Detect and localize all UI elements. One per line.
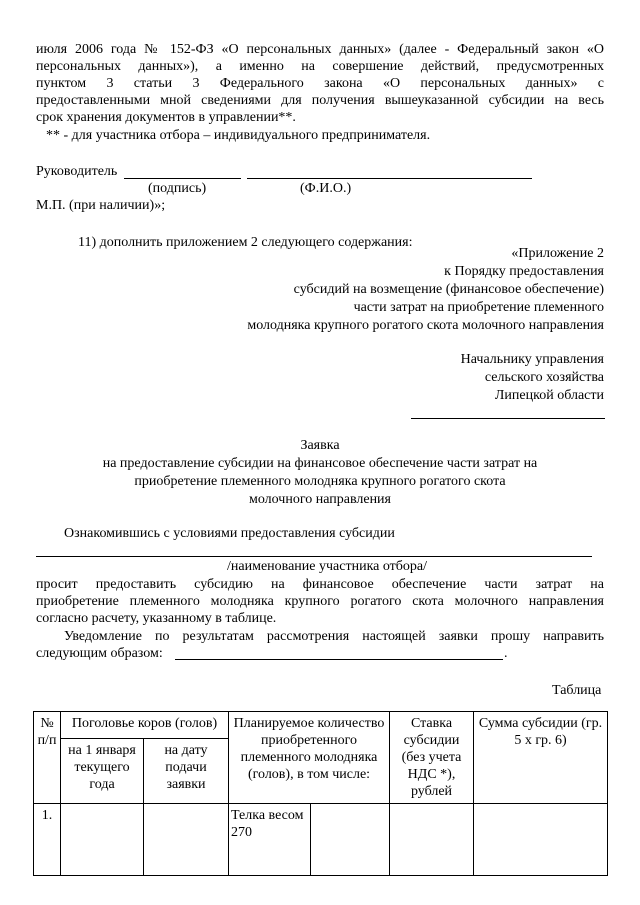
notice-line: следующим образом: xyxy=(36,646,163,661)
intro-line: срок хранения документов в управлении**. xyxy=(36,110,296,125)
addressee-line: Начальнику управления xyxy=(460,352,604,367)
fio-caption: (Ф.И.О.) xyxy=(300,181,352,196)
intro-line: июля 2006 года № 152-ФЗ «О персональных данных» (далее - Федеральный закон «О xyxy=(36,42,604,57)
sign-caption: (подпись) xyxy=(148,181,207,196)
col-header-date: на дату подачи заявки xyxy=(144,738,229,803)
addressee-line: Липецкой области xyxy=(494,388,604,403)
application-subtitle: на предоставление субсидии на финансовое обеспечение части затрат на xyxy=(102,456,538,471)
appendix-line: к Порядку предоставления xyxy=(444,264,604,279)
intro-line: пунктом 3 статьи 3 Федерального закона «О персональных данных» с xyxy=(36,76,604,91)
col-header-planned: Планируемое количество приобретенного племенного молодняка (голов), в том числе: xyxy=(229,712,390,804)
col-header-livestock: Поголовье коров (голов) xyxy=(61,712,229,739)
addressee-line: сельского хозяйства xyxy=(484,370,604,385)
amendment-text: 11) дополнить приложением 2 следующего содержания: xyxy=(78,235,413,250)
footnote: ** - для участника отбора – индивидуального предпринимателя. xyxy=(46,128,431,143)
appendix-line: субсидий на возмещение (финансовое обеспечение) xyxy=(293,282,604,297)
col-header-rate: Ставка субсидии (без учета НДС *), рублей xyxy=(390,712,474,804)
intro-line: персональных данных»), а именно на совершение действий, предусмотренных xyxy=(36,59,604,74)
col-header-number: № п/п xyxy=(34,712,61,804)
participant-caption: /наименование участника отбора/ xyxy=(227,559,428,574)
notice-method-line xyxy=(175,659,503,660)
table-label: Таблица xyxy=(552,683,602,698)
table-cell xyxy=(311,804,390,876)
application-subtitle: приобретение племенного молодняка крупного рогатого скота xyxy=(134,474,506,489)
row-item-cell: Телка весом 270 xyxy=(229,804,311,876)
application-title: Заявка xyxy=(300,438,340,453)
appendix-line: «Приложение 2 xyxy=(511,246,604,261)
request-line: приобретение племенного молодняка крупного рогатого скота молочного направления xyxy=(36,594,604,609)
stamp-note: М.П. (при наличии)»; xyxy=(36,198,166,213)
addressee-blank-line xyxy=(411,418,605,419)
notice-end: . xyxy=(504,646,508,661)
notice-line: Уведомление по результатам рассмотрения настоящей заявки прошу направить xyxy=(64,629,604,644)
subsidy-table xyxy=(33,711,608,876)
request-line: согласно расчету, указанному в таблице. xyxy=(36,611,277,626)
table-cell xyxy=(474,804,608,876)
participant-name-line xyxy=(36,556,592,557)
fio-line xyxy=(247,178,532,179)
col-header-jan: на 1 января текущего года xyxy=(61,738,144,803)
table-cell xyxy=(144,804,229,876)
appendix-line: части затрат на приобретение племенного xyxy=(353,300,604,315)
request-line: просит предоставить субсидию на финансовое обеспечение части затрат на xyxy=(36,577,604,592)
signature-label: Руководитель xyxy=(36,164,118,179)
application-subtitle: молочного направления xyxy=(248,492,391,507)
appendix-line: молодняка крупного рогатого скота молочного направления xyxy=(247,318,604,333)
row-number-cell: 1. xyxy=(34,804,61,876)
intro-line: предоставленными мной сведениями для получения вышеуказанной субсидии на весь xyxy=(36,93,604,108)
table-cell xyxy=(61,804,144,876)
col-header-sum: Сумма субсидии (гр. 5 х гр. 6) xyxy=(474,712,608,804)
familiarized-text: Ознакомившись с условиями предоставления субсидии xyxy=(64,526,395,541)
signature-line xyxy=(124,178,241,179)
table-cell xyxy=(390,804,474,876)
